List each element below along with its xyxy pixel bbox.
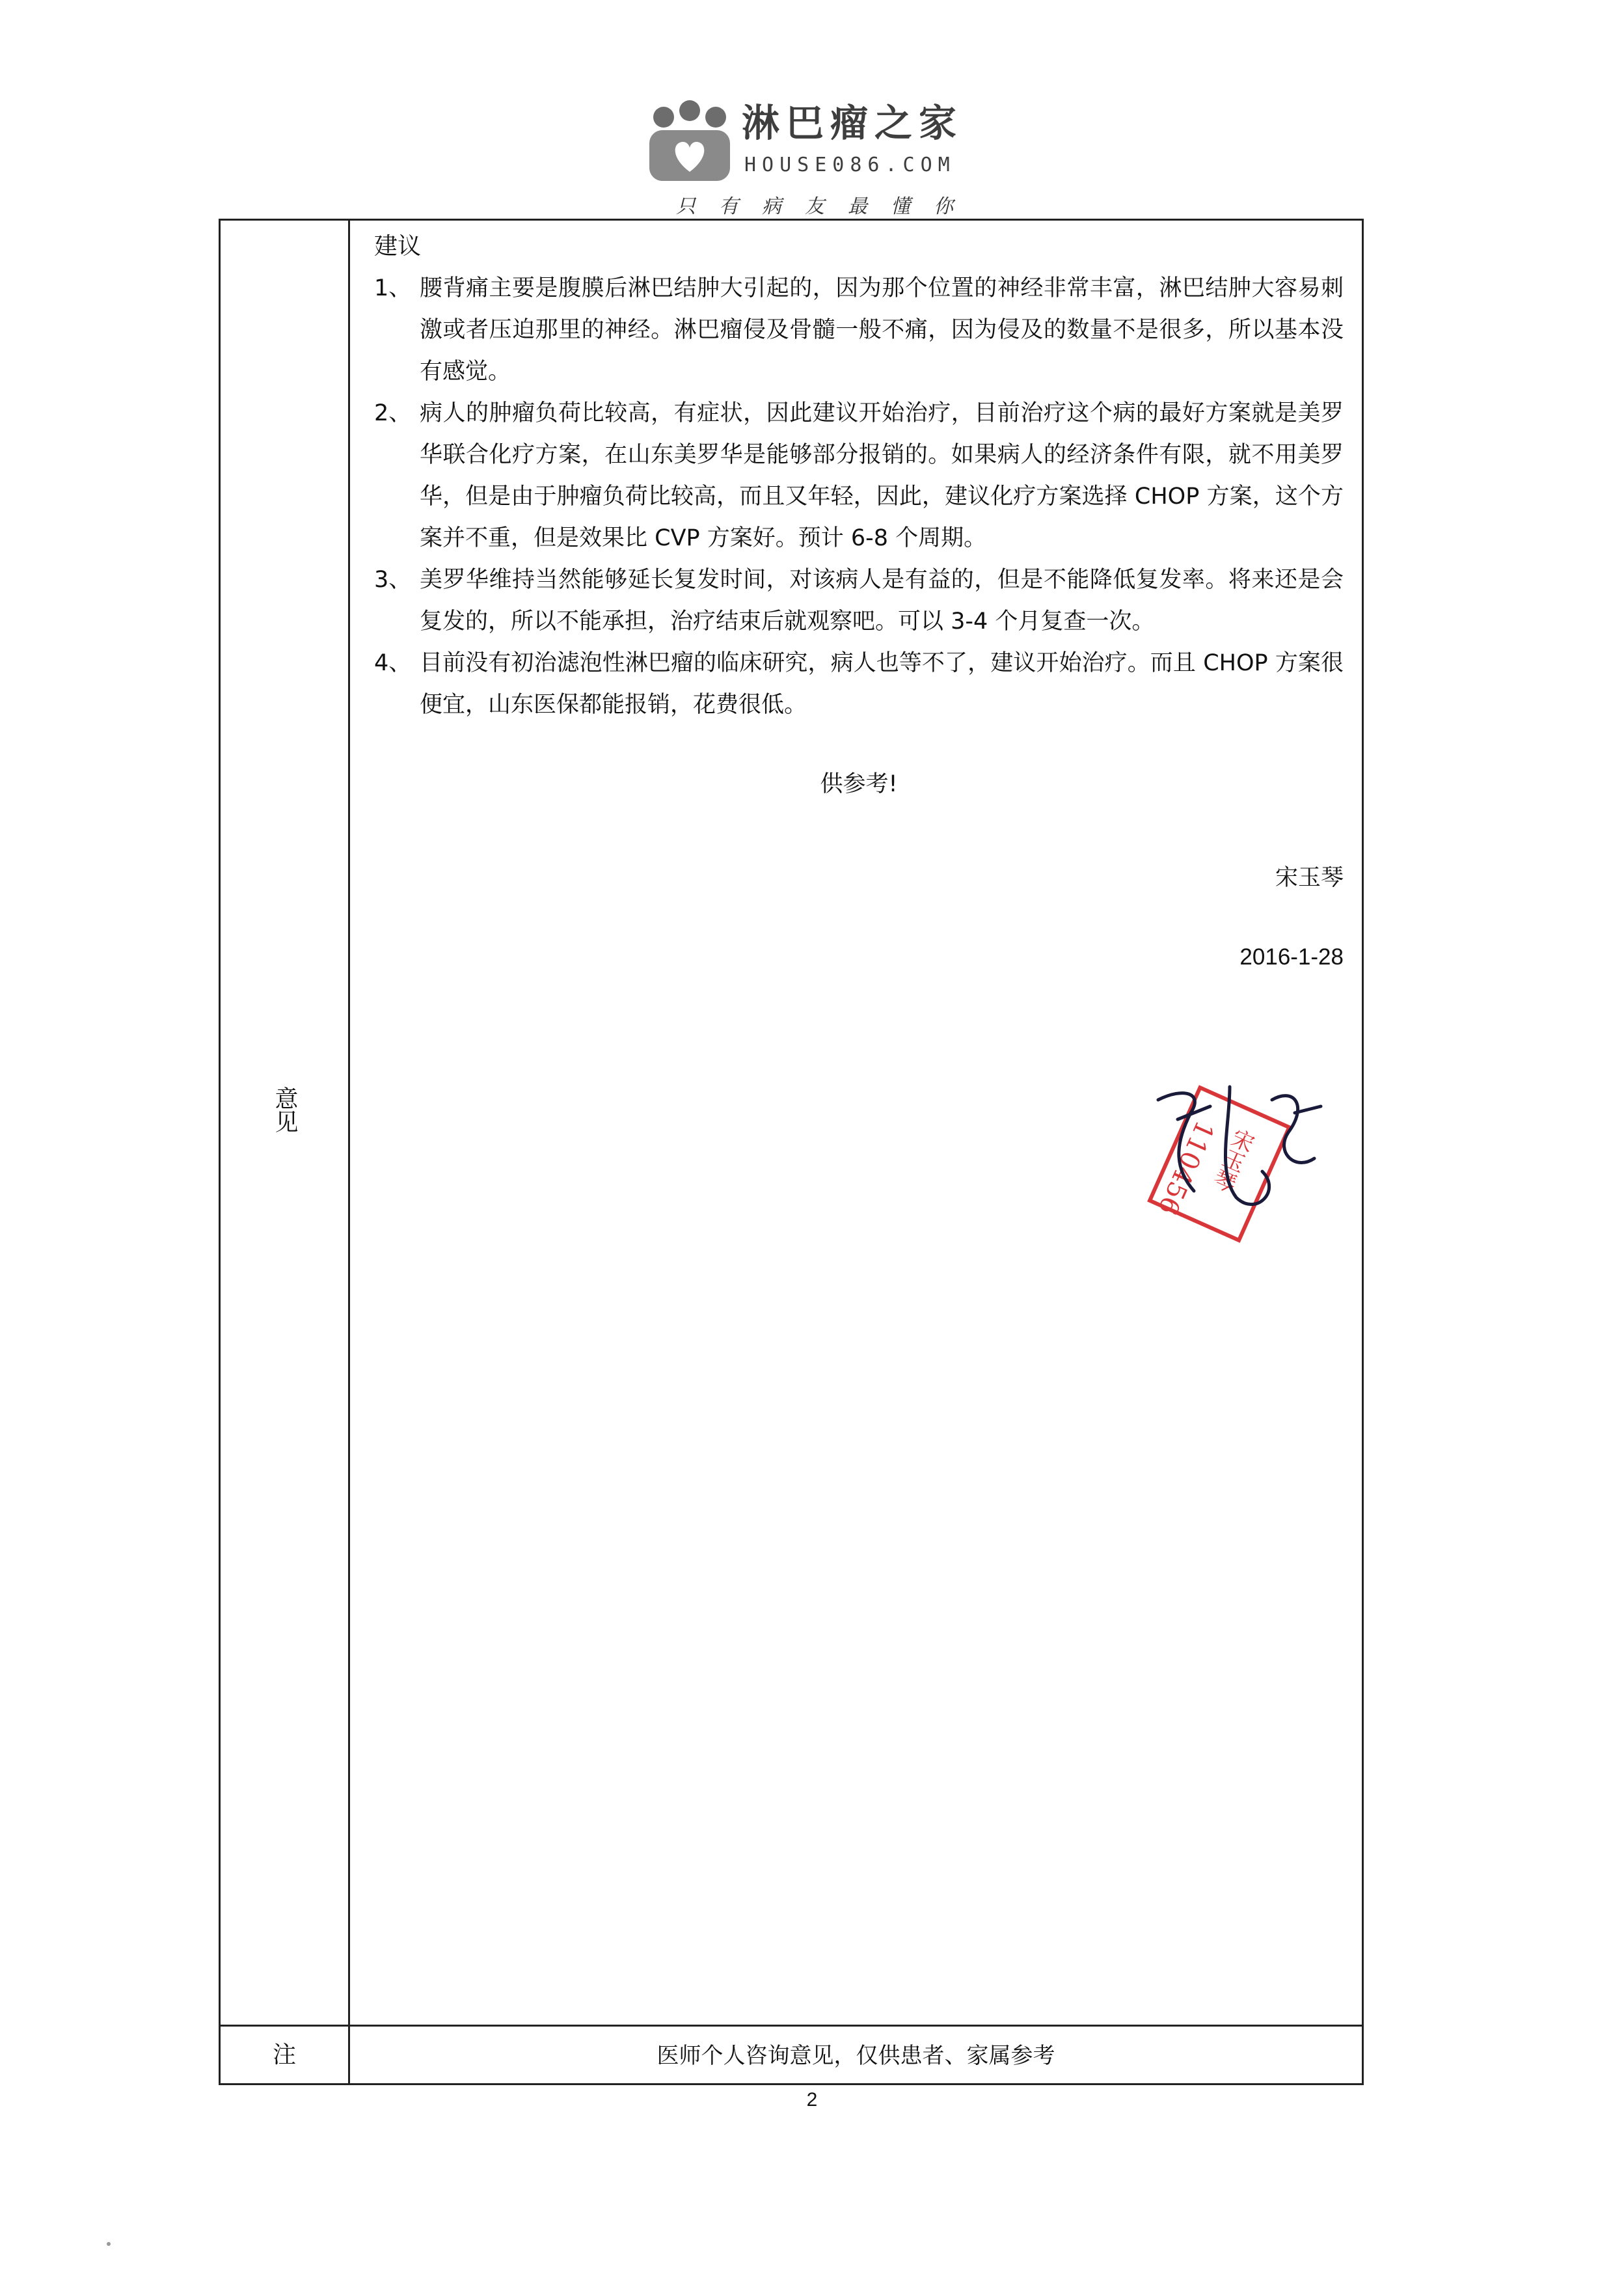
- advice-number: 3、: [374, 567, 412, 593]
- logo-title: 淋巴瘤之家: [742, 101, 964, 145]
- advice-text: 病人的肿瘤负荷比较高，有症状，因此建议开始治疗，目前治疗这个病的最好方案就是美罗华联合化疗方案，在山东美罗华是能够部分报销的。如果病人的经济条件有限，就不用美罗华，但是由于肿瘤负荷比较高，而且又年轻，因此，建议化疗方案选择 CHOP 方案，这个方案并不重，但是效果比 CVP 方案好。预计 6-8 个周期。: [420, 400, 1344, 551]
- advice-number: 2、: [374, 400, 412, 426]
- doctor-seal-and-signature: [1132, 1061, 1334, 1263]
- advice-text: 目前没有初治滤泡性淋巴瘤的临床研究，病人也等不了，建议开始治疗。而且 CHOP 方案很便宜，山东医保都能报销，花费很低。: [420, 650, 1344, 718]
- advice-item-2: [374, 392, 1344, 559]
- site-logo: [644, 91, 1008, 221]
- row-divider: [221, 2025, 1362, 2027]
- doctor-name: 宋玉琴: [1275, 865, 1344, 891]
- advice-item-1: [374, 267, 1344, 392]
- opinion-label: 意见: [271, 1086, 298, 1133]
- logo-domain: HOUSE086.COM: [744, 154, 956, 176]
- sign-date: 2016-1-28: [1239, 944, 1344, 970]
- note-text: 医师个人咨询意见，仅供患者、家属参考: [656, 2043, 1055, 2069]
- logo-slogan: 只有病友最懂你: [676, 195, 977, 218]
- people-heart-logo-icon: [644, 99, 735, 184]
- reference-note: 供参考!: [820, 771, 898, 797]
- advice-number: 1、: [374, 275, 412, 301]
- scan-speck: [107, 2242, 111, 2246]
- seal-code: 110456: [1152, 1116, 1220, 1220]
- advice-text: 腰背痛主要是腹膜后淋巴结肿大引起的，因为那个位置的神经非常丰富，淋巴结肿大容易刺激或者压迫那里的神经。淋巴瘤侵及骨髓一般不痛，因为侵及的数量不是很多，所以基本没有感觉。: [420, 275, 1344, 385]
- page-number: 2: [806, 2089, 818, 2111]
- advice-number: 4、: [374, 650, 412, 676]
- advice-heading: 建议: [374, 233, 422, 260]
- advice-text: 美罗华维持当然能够延长复发时间，对该病人是有益的，但是不能降低复发率。将来还是会复发的，所以不能承担，治疗结束后就观察吧。可以 3-4 个月复查一次。: [420, 567, 1344, 635]
- advice-item-3: [374, 559, 1344, 642]
- advice-item-4: [374, 642, 1344, 726]
- note-label: 注: [272, 2042, 296, 2068]
- column-divider: [348, 221, 350, 2083]
- seal-name: 宋玉琴: [1206, 1124, 1258, 1196]
